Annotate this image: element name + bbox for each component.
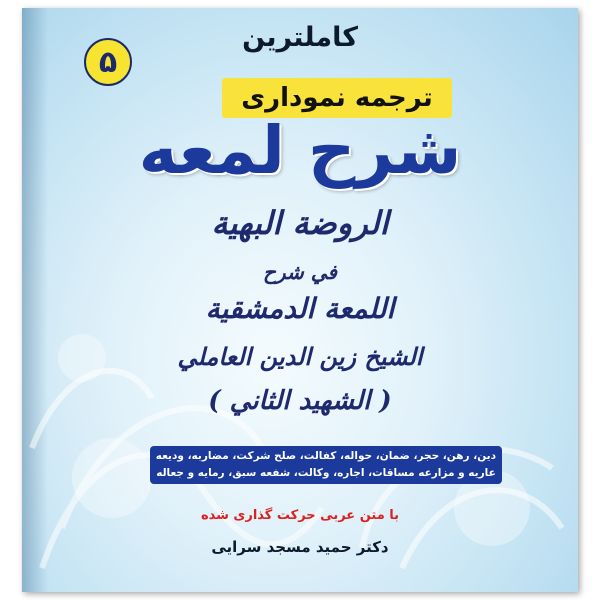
- subtitle-band: ترجمه نموداری: [222, 78, 452, 118]
- topics-box: [150, 446, 502, 484]
- arabic-title-line: في شرح: [263, 260, 337, 284]
- arabic-author-epithet: ( الشهيد الثاني ): [208, 386, 392, 416]
- volume-number-badge: ۵: [84, 38, 132, 86]
- top-title: کاملترین: [242, 22, 358, 53]
- book-cover: [22, 8, 578, 592]
- author-name: دکتر حمید مسجد سرایی: [211, 538, 389, 556]
- arabic-title-line: الروضة البهية: [211, 204, 389, 242]
- topics-line: عاریه و مزارعه مساقات، اجاره، وکالت، شفعه سبق، رمایه و جعاله: [156, 467, 496, 479]
- vocalization-note: با متن عربی حرکت گذاری شده: [200, 508, 400, 523]
- arabic-title-line: اللمعة الدمشقية: [205, 292, 395, 325]
- main-title: شرح لمعه: [138, 112, 462, 189]
- arabic-author-line: الشيخ زين الدين العاملي: [177, 342, 423, 371]
- topics-line: دین، رهن، حجر، ضمان، حواله، کفالت، صلح شرکت، مضاربه، ودیعه: [156, 450, 496, 462]
